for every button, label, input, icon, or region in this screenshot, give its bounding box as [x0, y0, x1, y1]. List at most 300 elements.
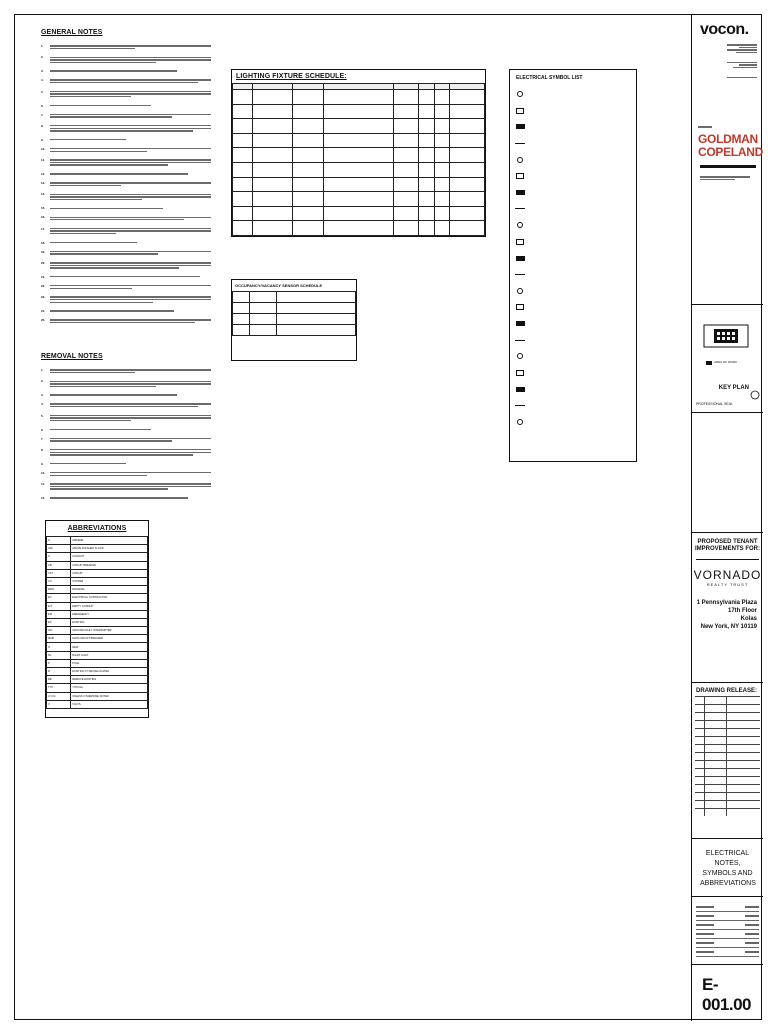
symbol-row	[510, 414, 636, 430]
note-text-lines	[50, 309, 211, 313]
lighting-desc-cell	[253, 192, 293, 207]
note-text-lines	[50, 241, 211, 245]
lighting-schedule-title: LIGHTING FIXTURE SCHEDULE:	[236, 73, 347, 80]
lighting-mount-cell	[293, 133, 323, 148]
symbol-list-title: ELECTRICAL SYMBOL LIST	[516, 75, 583, 81]
abbreviation-row	[47, 545, 148, 553]
lighting-type-cell	[233, 192, 253, 207]
lighting-mount-cell	[293, 119, 323, 134]
lighting-type-cell	[233, 221, 253, 236]
symbol-row	[510, 234, 636, 250]
release-row	[695, 808, 760, 816]
abbreviation-row	[47, 553, 148, 561]
abbreviation-row	[47, 659, 148, 667]
note-item	[41, 261, 211, 270]
sheet-info-row	[696, 948, 759, 957]
note-text-lines	[50, 318, 211, 324]
abbreviation-row	[47, 618, 148, 626]
lighting-remarks-cell	[449, 148, 484, 163]
motor-icon	[514, 336, 526, 344]
abbreviation-row	[47, 602, 148, 610]
note-number: 5.	[41, 413, 44, 418]
lighting-fixture-row	[233, 104, 485, 119]
symbol-row	[510, 102, 636, 118]
abbreviation-code: CB	[47, 561, 71, 569]
note-number: 6.	[41, 103, 44, 108]
note-text-lines	[50, 462, 211, 466]
address-line-3: Kolas	[740, 616, 757, 622]
abbreviation-code: DWG	[47, 586, 71, 594]
abbreviation-desc: GROUND FAULT INTERRUPTER	[71, 627, 148, 635]
note-text-lines	[50, 275, 211, 279]
lighting-remarks-cell	[449, 221, 484, 236]
occupancy-desc-cell	[277, 303, 356, 314]
note-text-lines	[50, 402, 211, 408]
abbreviation-code: EM	[47, 610, 71, 618]
note-text-lines	[50, 368, 211, 374]
abbreviation-desc: NEW	[71, 643, 148, 651]
release-row	[695, 712, 760, 720]
symbol-row	[510, 381, 636, 397]
release-row	[695, 760, 760, 768]
note-item	[41, 402, 211, 408]
abbreviation-desc: EXISTING	[71, 618, 148, 626]
release-row	[695, 784, 760, 792]
release-row	[695, 776, 760, 784]
release-row	[695, 728, 760, 736]
abbreviation-row	[47, 700, 148, 708]
lighting-watt-cell	[434, 206, 449, 221]
note-number: 9.	[41, 461, 44, 466]
lighting-desc-cell	[253, 206, 293, 221]
note-number: 14.	[41, 192, 46, 197]
note-text-lines	[50, 496, 211, 500]
sheet-info-row	[696, 912, 759, 921]
lighting-desc-cell	[253, 221, 293, 236]
lighting-remarks-cell	[449, 90, 484, 105]
lighting-watt-cell	[434, 148, 449, 163]
occupancy-desc-cell	[277, 292, 356, 303]
goldman-copeland-logo	[698, 133, 763, 159]
lighting-fixture-row	[233, 148, 485, 163]
abbreviation-row	[47, 651, 148, 659]
abbreviation-code: A	[47, 537, 71, 545]
note-item	[41, 379, 211, 388]
vornado-sub: REALTY TRUST	[706, 582, 749, 587]
occupancy-sym-cell	[233, 325, 250, 336]
abbreviation-code: GFI	[47, 627, 71, 635]
lighting-type-cell	[233, 104, 253, 119]
note-text-lines	[50, 78, 211, 84]
abbreviation-row	[47, 569, 148, 577]
sheet-number-section	[692, 965, 763, 1021]
lighting-mfr-cell	[323, 104, 394, 119]
sheet-info-row	[696, 930, 759, 939]
note-number: 12.	[41, 172, 46, 177]
panel-icon	[514, 238, 526, 246]
title-block	[691, 15, 763, 1021]
note-number: 2.	[41, 55, 44, 60]
quad-receptacle-icon	[514, 107, 526, 115]
lighting-desc-cell	[253, 162, 293, 177]
note-number: 11.	[41, 482, 46, 487]
lighting-lamp-cell	[394, 119, 419, 134]
note-text-lines	[50, 147, 211, 153]
note-item	[41, 437, 211, 443]
lighting-lamp-cell	[394, 206, 419, 221]
lighting-mount-cell	[293, 177, 323, 192]
lighting-lamp-cell	[394, 162, 419, 177]
lighting-mfr-cell	[323, 177, 394, 192]
note-item	[41, 284, 211, 290]
note-text-lines	[50, 124, 211, 133]
lighting-type-cell	[233, 162, 253, 177]
release-row	[695, 696, 760, 704]
note-text-lines	[50, 44, 211, 50]
occupancy-row	[233, 325, 356, 336]
lighting-remarks-cell	[449, 119, 484, 134]
address-line-1: 1 Pennsylvania Plaza	[696, 600, 757, 606]
note-item	[41, 215, 211, 221]
note-item	[41, 78, 211, 84]
note-number: 6.	[41, 427, 44, 432]
note-item	[41, 55, 211, 64]
abbreviation-desc: EMPTY CONDUIT	[71, 602, 148, 610]
occupancy-sym-cell	[233, 292, 250, 303]
removal-notes	[41, 353, 211, 505]
symbol-row	[510, 397, 636, 413]
note-item	[41, 181, 211, 187]
note-text-lines	[50, 471, 211, 477]
note-item	[41, 124, 211, 133]
note-text-lines	[50, 482, 211, 491]
lighting-remarks-cell	[449, 104, 484, 119]
note-text-lines	[50, 284, 211, 290]
speaker-icon	[514, 221, 526, 229]
abbreviation-row	[47, 635, 148, 643]
note-text-lines	[50, 250, 211, 256]
panel-existing-icon	[514, 254, 526, 262]
occupancy-row	[233, 314, 356, 325]
note-item	[41, 113, 211, 119]
lighting-mfr-cell	[323, 90, 394, 105]
sheet-title: ELECTRICAL NOTES, SYMBOLS AND ABBREVIATIONS	[700, 850, 756, 887]
sheet-number: E-001.00	[702, 975, 751, 1014]
lighting-volt-cell	[419, 119, 434, 134]
lighting-lamp-cell	[394, 177, 419, 192]
note-item	[41, 227, 211, 236]
note-number: 3.	[41, 393, 44, 398]
abbreviation-code: CU	[47, 577, 71, 585]
drawing-release-section	[692, 683, 763, 839]
occupancy-sym-cell	[233, 303, 250, 314]
symbol-row	[510, 86, 636, 102]
lighting-mfr-cell	[323, 119, 394, 134]
note-number: 1.	[41, 44, 44, 48]
symbol-row	[510, 365, 636, 381]
note-item	[41, 275, 211, 279]
lighting-volt-cell	[419, 206, 434, 221]
symbol-row	[510, 184, 636, 200]
note-item	[41, 318, 211, 324]
abbreviation-desc: EMERGENCY	[71, 610, 148, 618]
occupancy-row	[233, 292, 356, 303]
lighting-mount-cell	[293, 104, 323, 119]
engineer-line-2: COPELAND	[698, 145, 763, 159]
lighting-mount-cell	[293, 221, 323, 236]
abbreviation-code: U.O.N.	[47, 692, 71, 700]
note-text-lines	[50, 158, 211, 167]
release-row	[695, 736, 760, 744]
note-number: 24.	[41, 309, 46, 314]
abbreviation-desc: MAIN CIRCUIT BREAKER	[71, 635, 148, 643]
note-number: 3.	[41, 69, 44, 74]
lighting-lamp-cell	[394, 192, 419, 207]
abbreviation-desc: EXISTING TO BE RELOCATED	[71, 668, 148, 676]
symbol-row	[510, 250, 636, 266]
symbol-row	[510, 168, 636, 184]
lighting-volt-cell	[419, 90, 434, 105]
lighting-mfr-cell	[323, 162, 394, 177]
note-item	[41, 104, 211, 108]
lighting-watt-cell	[434, 221, 449, 236]
abbreviation-code: EC	[47, 594, 71, 602]
drawing-release-heading: DRAWING RELEASE:	[696, 688, 758, 694]
abbreviation-row	[47, 586, 148, 594]
note-number: 7.	[41, 112, 44, 117]
lighting-watt-cell	[434, 192, 449, 207]
lighting-fixture-schedule	[231, 69, 486, 237]
floor-box-icon	[514, 139, 526, 147]
lighting-fixture-row	[233, 162, 485, 177]
release-row	[695, 800, 760, 808]
lighting-remarks-cell	[449, 162, 484, 177]
abbreviation-code: MCB	[47, 635, 71, 643]
note-text-lines	[50, 55, 211, 64]
lighting-mount-cell	[293, 90, 323, 105]
abbreviation-row	[47, 577, 148, 585]
occupancy-row	[233, 303, 356, 314]
symbol-row	[510, 201, 636, 217]
note-number: 19.	[41, 249, 46, 254]
release-row	[695, 704, 760, 712]
occupancy-type-cell	[250, 325, 277, 336]
abbreviation-code: N	[47, 643, 71, 651]
gfi-receptacle-icon	[514, 123, 526, 131]
lighting-fixture-row	[233, 119, 485, 134]
abbreviation-row	[47, 537, 148, 545]
occupancy-sym-cell	[233, 314, 250, 325]
lighting-remarks-cell	[449, 177, 484, 192]
note-text-lines	[50, 261, 211, 270]
home-run-icon	[514, 385, 526, 393]
note-text-lines	[50, 437, 211, 443]
note-number: 9.	[41, 137, 44, 142]
symbol-row	[510, 299, 636, 315]
lighting-watt-cell	[434, 90, 449, 105]
note-number: 18.	[41, 240, 46, 245]
note-text-lines	[50, 104, 211, 108]
note-text-lines	[50, 172, 211, 176]
abbreviation-code: E/T	[47, 602, 71, 610]
note-item	[41, 393, 211, 397]
lighting-type-cell	[233, 119, 253, 134]
abbreviation-desc: ABOVE FINISHED FLOOR	[71, 545, 148, 553]
address-line-2: 17th Floor	[727, 608, 757, 614]
engineer-line-1: GOLDMAN	[698, 132, 758, 146]
note-text-lines	[50, 192, 211, 201]
note-item	[41, 471, 211, 477]
abbreviation-desc: CIRCUIT	[71, 569, 148, 577]
note-item	[41, 44, 211, 50]
key-plan-diagram	[692, 305, 764, 413]
lighting-volt-cell	[419, 133, 434, 148]
abbreviation-code: C	[47, 553, 71, 561]
meter-icon	[514, 270, 526, 278]
note-item	[41, 414, 211, 423]
symbol-row	[510, 283, 636, 299]
note-text-lines	[50, 69, 211, 73]
abbreviation-desc: UNLESS OTHERWISE NOTED	[71, 692, 148, 700]
lighting-volt-cell	[419, 104, 434, 119]
note-text-lines	[50, 215, 211, 221]
lighting-mount-cell	[293, 148, 323, 163]
note-number: 23.	[41, 295, 46, 300]
symbol-row	[510, 152, 636, 168]
removal-notes-title: REMOVAL NOTES	[41, 353, 103, 360]
sheet-info-row	[696, 939, 759, 948]
abbreviation-row	[47, 594, 148, 602]
lighting-type-cell	[233, 90, 253, 105]
lighting-desc-cell	[253, 133, 293, 148]
note-item	[41, 482, 211, 491]
lighting-type-cell	[233, 133, 253, 148]
note-text-lines	[50, 295, 211, 304]
abbreviation-row	[47, 561, 148, 569]
sheet-title-section	[692, 839, 763, 897]
abbreviation-code: AFF	[47, 545, 71, 553]
lighting-fixture-row	[233, 177, 485, 192]
lighting-mfr-cell	[323, 192, 394, 207]
note-text-lines	[50, 227, 211, 236]
abbreviation-desc: AMPERE	[71, 537, 148, 545]
lighting-fixture-row	[233, 90, 485, 105]
lighting-lamp-cell	[394, 90, 419, 105]
occupancy-type-cell	[250, 292, 277, 303]
lighting-lamp-cell	[394, 221, 419, 236]
symbol-row	[510, 332, 636, 348]
abbreviation-desc: POLE	[71, 659, 148, 667]
note-number: 17.	[41, 226, 46, 231]
abbreviation-code: CKT	[47, 569, 71, 577]
lighting-desc-cell	[253, 177, 293, 192]
lighting-type-cell	[233, 148, 253, 163]
abbreviation-code: P	[47, 659, 71, 667]
note-number: 12.	[41, 496, 46, 501]
note-item	[41, 496, 211, 500]
abbreviation-row	[47, 643, 148, 651]
abbreviations-table	[45, 520, 149, 718]
note-item	[41, 309, 211, 313]
lighting-mfr-cell	[323, 133, 394, 148]
abbreviations-title: ABBREVIATIONS	[67, 525, 127, 532]
lighting-type-cell	[233, 206, 253, 221]
note-item	[41, 192, 211, 201]
note-item	[41, 69, 211, 73]
note-item	[41, 448, 211, 457]
address-line-4: New York, NY 10119	[700, 624, 757, 630]
note-number: 5.	[41, 89, 44, 94]
wiring-concealed-icon	[514, 418, 526, 426]
general-notes-title: GENERAL NOTES	[41, 29, 103, 36]
abbreviation-desc: TYPICAL	[71, 684, 148, 692]
sheet-info-row	[696, 903, 759, 912]
symbol-row	[510, 119, 636, 135]
note-number: 16.	[41, 215, 46, 220]
abbreviation-code: TYP	[47, 684, 71, 692]
release-row	[695, 752, 760, 760]
lighting-mfr-cell	[323, 206, 394, 221]
note-number: 7.	[41, 436, 44, 441]
note-item	[41, 250, 211, 256]
lighting-watt-cell	[434, 133, 449, 148]
project-heading: PROPOSED TENANT IMPROVEMENTS FOR:	[695, 539, 761, 552]
occupancy-desc-cell	[277, 314, 356, 325]
note-number: 25.	[41, 318, 46, 323]
release-row	[695, 720, 760, 728]
abbreviation-row	[47, 668, 148, 676]
occupancy-type-cell	[250, 314, 277, 325]
lighting-desc-cell	[253, 90, 293, 105]
lighting-fixture-row	[233, 133, 485, 148]
symbol-row	[510, 266, 636, 282]
symbol-row	[510, 315, 636, 331]
tel-data-icon	[514, 156, 526, 164]
note-item	[41, 295, 211, 304]
occupancy-desc-cell	[277, 325, 356, 336]
lighting-desc-cell	[253, 148, 293, 163]
release-row	[695, 744, 760, 752]
note-item	[41, 428, 211, 432]
note-text-lines	[50, 448, 211, 457]
note-item	[41, 241, 211, 245]
note-number: 21.	[41, 274, 46, 279]
disconnect-icon	[514, 287, 526, 295]
note-text-lines	[50, 428, 211, 432]
general-notes	[41, 29, 211, 329]
vornado-logo: VORNADO	[693, 568, 762, 582]
lighting-lamp-cell	[394, 104, 419, 119]
lighting-lamp-cell	[394, 148, 419, 163]
note-number: 13.	[41, 181, 46, 186]
release-row	[695, 768, 760, 776]
switches-icon	[514, 189, 526, 197]
sheet-info-row	[696, 921, 759, 930]
note-number: 10.	[41, 146, 46, 151]
abbreviation-desc: ELECTRICAL CONTRACTOR	[71, 594, 148, 602]
abbreviation-code: RE	[47, 676, 71, 684]
abbreviation-desc: DRAWING	[71, 586, 148, 594]
lighting-remarks-cell	[449, 206, 484, 221]
lighting-lamp-cell	[394, 133, 419, 148]
door-release-icon	[514, 205, 526, 213]
note-number: 8.	[41, 447, 44, 452]
lighting-mount-cell	[293, 192, 323, 207]
contactor-icon	[514, 320, 526, 328]
key-plan-label: KEY PLAN	[718, 385, 749, 391]
occupancy-schedule-title: OCCUPANCY/VACANCY SENSOR SCHEDULE	[235, 283, 323, 288]
lighting-volt-cell	[419, 192, 434, 207]
